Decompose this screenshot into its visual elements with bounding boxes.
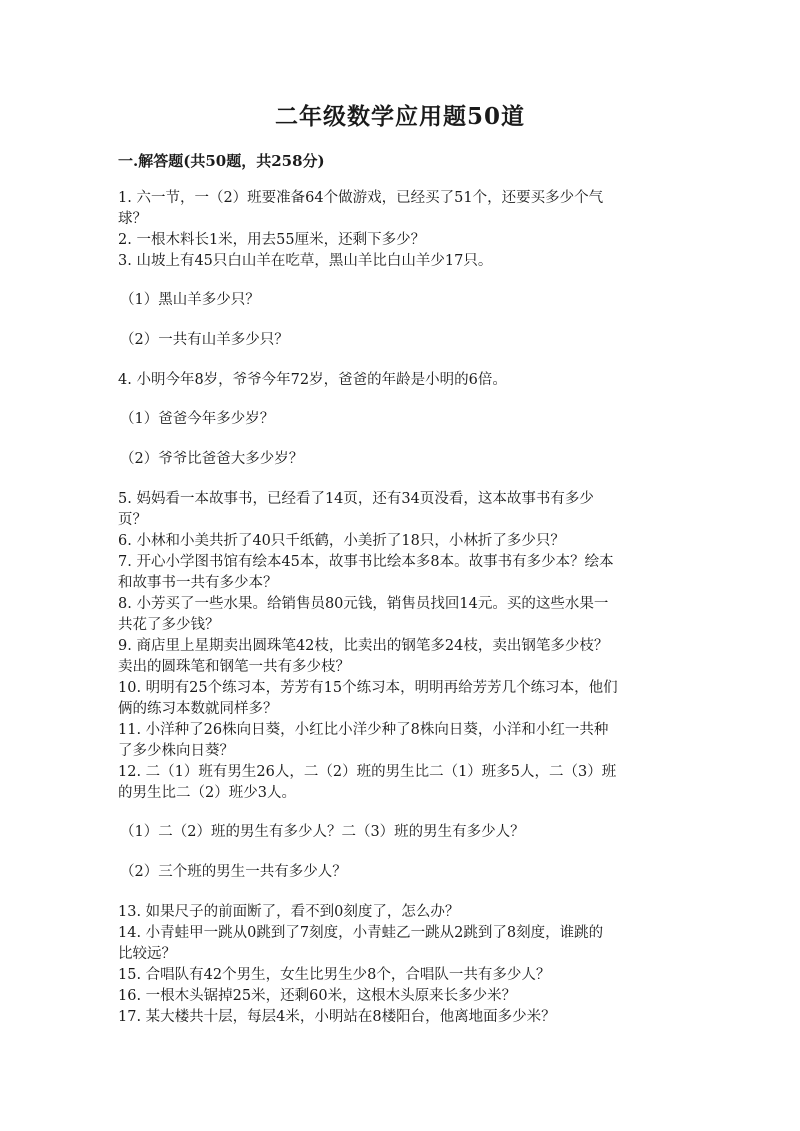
question-12-line-1: 12. 二（1）班有男生26人，二（2）班的男生比二（1）班多5人，二（3）班 [118, 764, 617, 780]
question-16: 16. 一根木头锯掉25米，还剩60米，这根木头原来长多少米？ [118, 988, 517, 1004]
section-heading: 一.解答题(共50题，共258分) [118, 152, 325, 170]
question-7-line-1: 7. 开心小学图书馆有绘本45本，故事书比绘本多8本。故事书有多少本？绘本 [118, 554, 614, 570]
question-12-part-1: （1）二（2）班的男生有多少人？二（3）班的男生有多少人？ [120, 824, 525, 840]
question-8-line-1: 8. 小芳买了一些水果。给销售员80元钱，销售员找回14元。买的这些水果一 [118, 596, 609, 612]
question-11-line-2: 了多少株向日葵？ [118, 743, 234, 759]
question-1-line-1: 1. 六一节，一（2）班要准备64个做游戏，已经买了51个，还要买多少个气 [118, 190, 604, 206]
question-3: 3. 山坡上有45只白山羊在吃草，黑山羊比白山羊少17只。 [118, 253, 493, 269]
question-14-line-2: 比较远？ [118, 946, 176, 962]
question-7-line-2: 和故事书一共有多少本？ [118, 575, 278, 591]
question-4-part-1: （1）爸爸今年多少岁？ [120, 411, 275, 427]
question-1-line-2: 球？ [118, 211, 147, 227]
question-3-part-1: （1）黑山羊多少只？ [120, 292, 260, 308]
question-4-part-2: （2）爷爷比爸爸大多少岁？ [120, 451, 304, 467]
question-13: 13. 如果尺子的前面断了，看不到0刻度了，怎么办？ [118, 904, 460, 920]
question-12-line-2: 的男生比二（2）班少3人。 [118, 785, 296, 801]
question-17: 17. 某大楼共十层，每层4米，小明站在8楼阳台，他离地面多少米？ [118, 1009, 556, 1025]
question-3-part-2: （2）一共有山羊多少只？ [120, 332, 289, 348]
question-2: 2. 一根木料长1米，用去55厘米，还剩下多少？ [118, 232, 426, 248]
question-10-line-2: 俩的练习本数就同样多？ [118, 701, 278, 717]
question-9-line-1: 9. 商店里上星期卖出圆珠笔42枝，比卖出的钢笔多24枝，卖出钢笔多少枝？ [118, 638, 609, 654]
question-9-line-2: 卖出的圆珠笔和钢笔一共有多少枝？ [118, 659, 350, 675]
page-title: 二年级数学应用题50道 [274, 103, 525, 130]
question-10-line-1: 10. 明明有25个练习本，芳芳有15个练习本，明明再给芳芳几个练习本，他们 [118, 680, 618, 696]
question-12-part-2: （2）三个班的男生一共有多少人？ [120, 864, 347, 880]
question-5-line-1: 5. 妈妈看一本故事书，已经看了14页，还有34页没看，这本故事书有多少 [118, 491, 594, 507]
question-6: 6. 小林和小美共折了40只千纸鹤，小美折了18只，小林折了多少只？ [118, 533, 565, 549]
question-4: 4. 小明今年8岁，爷爷今年72岁，爸爸的年龄是小明的6倍。 [118, 372, 507, 388]
question-5-line-2: 页？ [118, 512, 147, 528]
question-11-line-1: 11. 小洋种了26株向日葵，小红比小洋少种了8株向日葵，小洋和小红一共种 [118, 722, 609, 738]
question-14-line-1: 14. 小青蛙甲一跳从0跳到了7刻度，小青蛙乙一跳从2跳到了8刻度，谁跳的 [118, 925, 604, 941]
question-15: 15. 合唱队有42个男生，女生比男生少8个，合唱队一共有多少人？ [118, 967, 551, 983]
question-8-line-2: 共花了多少钱？ [118, 617, 220, 633]
